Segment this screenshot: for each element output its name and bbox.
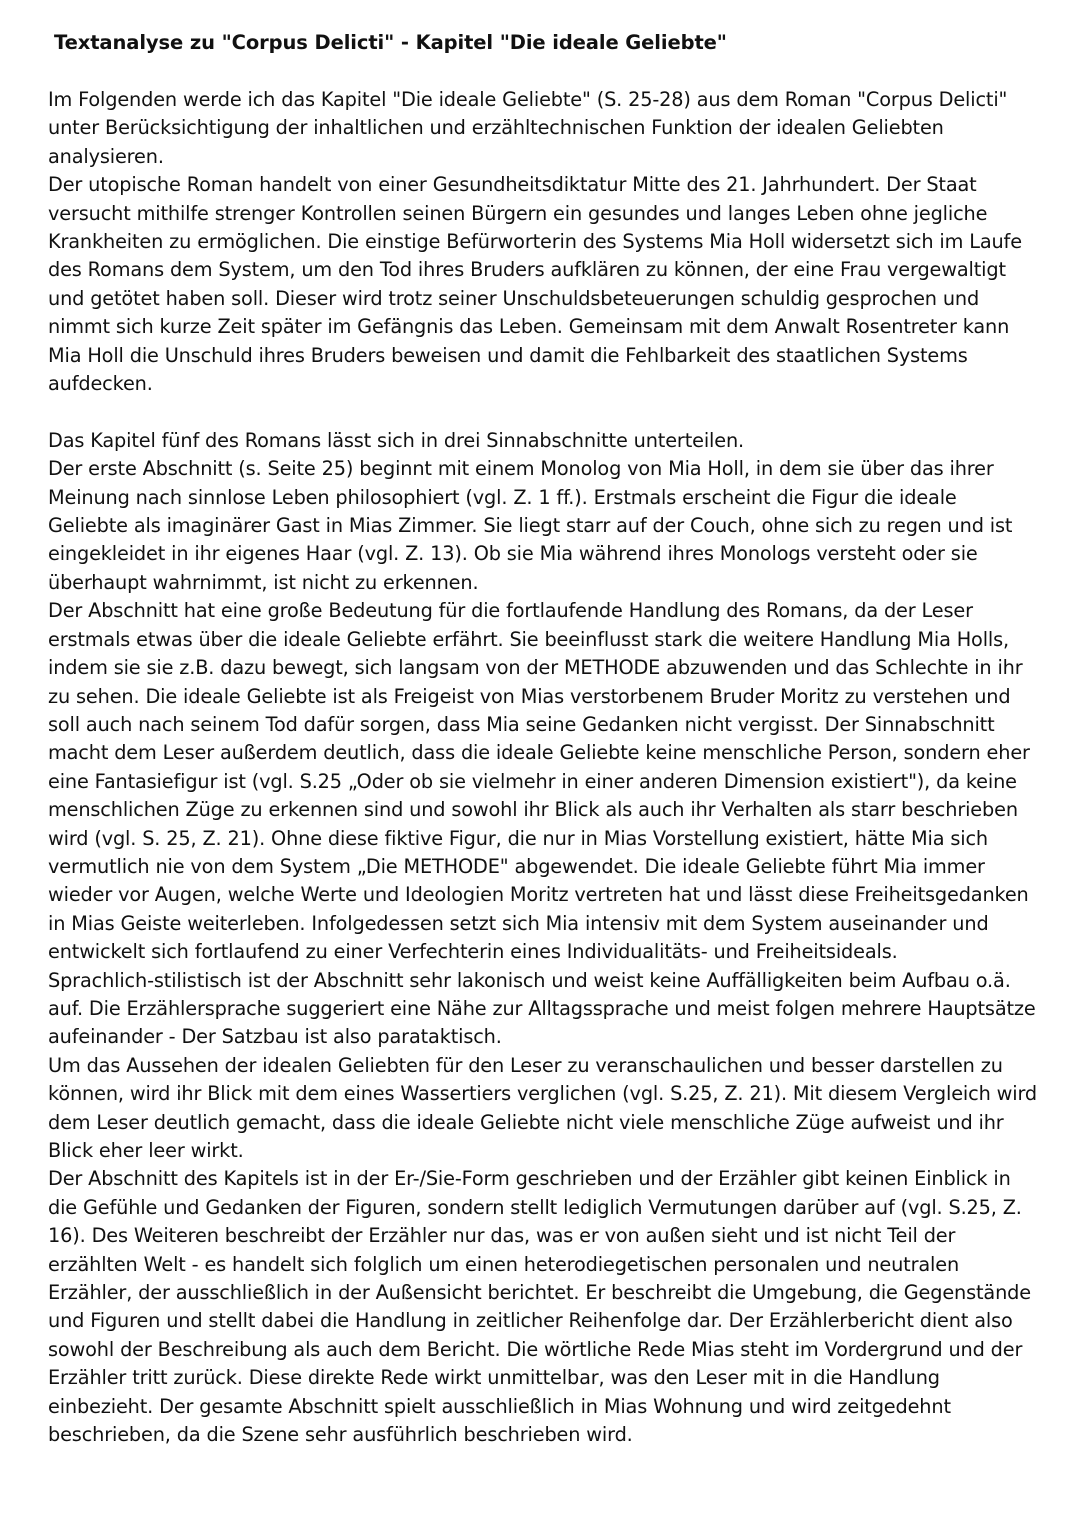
paragraph-spacer xyxy=(48,398,1042,426)
paragraph-narrator: Der Abschnitt des Kapitels ist in der Er-/Sie-Form geschrieben und der Erzähler gibt keinen Einblick in die Gefühle und Gedanken der Figuren, sondern stellt lediglich Vermutungen darüber auf (vgl. S.25, Z. 16). Des Weiteren beschreibt der Erzähler nur das, was er von außen sieht und ist nicht Teil der erzählten Welt - es handelt sich folglich um einen heterodiegetischen personalen und neutralen Erzähler, der ausschließlich in der Außensicht berichtet. Er beschreibt die Umgebung, die Gegenstände und Figuren und stellt dabei die Handlung in zeitlicher Reihenfolge dar. Der Erzählerbericht dient also sowohl der Beschreibung als auch dem Bericht. Die wörtliche Rede Mias steht im Vordergrund und der Erzähler tritt zurück. Diese direkte Rede wirkt unmittelbar, was den Leser mit in die Handlung einbezieht. Der gesamte Abschnitt spielt ausschließlich in Mias Wohnung und wird zeitgedehnt beschrieben, da die Szene sehr ausführlich beschrieben wird. xyxy=(48,1167,1031,1447)
document-body xyxy=(48,86,1042,1449)
paragraph-novel-summary: Der utopische Roman handelt von einer Gesundheitsdiktatur Mitte des 21. Jahrhundert. Der Staat versucht mithilfe strenger Kontrollen seinen Bürgern ein gesundes und langes Leben ohne jegliche Krankheiten zu ermöglichen. Die einstige Befürworterin des Systems Mia Holl widersetzt sich im Laufe des Romans dem System, um den Tod ihres Bruders aufklären zu können, der eine Frau vergewaltigt und getötet haben soll. Dieser wird trotz seiner Unschuldsbeteuerungen schuldig gesprochen und nimmt sich kurze Zeit später im Gefängnis das Leben. Gemeinsam mit dem Anwalt Rosentreter kann Mia Holl die Unschuld ihres Bruders beweisen und damit die Fehlbarkeit des staatlichen Systems aufdecken. xyxy=(48,173,1022,396)
paragraph-first-section: Der erste Abschnitt (s. Seite 25) beginnt mit einem Monolog von Mia Holl, in dem sie über das ihrer Meinung nach sinnlose Leben philosophiert (vgl. Z. 1 ff.). Erstmals erscheint die Figur die ideale Geliebte als imaginärer Gast in Mias Zimmer. Sie liegt starr auf der Couch, ohne sich zu regen und ist eingekleidet in ihr eigenes Haar (vgl. Z. 13). Ob sie Mia während ihres Monologs versteht oder sie überhaupt wahrnimmt, ist nicht zu erkennen. xyxy=(48,457,1013,594)
paragraph-chapter-structure: Das Kapitel fünf des Romans lässt sich in drei Sinnabschnitte unterteilen. xyxy=(48,428,744,452)
paragraph-comparison: Um das Aussehen der idealen Geliebten für den Leser zu veranschaulichen und besser darstellen zu können, wird ihr Blick mit dem eines Wassertiers verglichen (vgl. S.25, Z. 21). Mit diesem Vergleich wird dem Leser deutlich gemacht, dass die ideale Geliebte nicht viele menschliche Züge aufweist und ihr Blick eher leer wirkt. xyxy=(48,1053,1037,1163)
paragraph-language-style: Sprachlich-stilistisch ist der Abschnitt sehr lakonisch und weist keine Auffälligkeiten beim Aufbau o.ä. auf. Die Erzählersprache suggeriert eine Nähe zur Alltagssprache und meist folgen mehrere Hauptsätze aufeinander - Der Satzbau ist also parataktisch. xyxy=(48,968,1036,1049)
paragraph-significance: Der Abschnitt hat eine große Bedeutung für die fortlaufende Handlung des Romans, da der Leser erstmals etwas über die ideale Geliebte erfährt. Sie beeinflusst stark die weitere Handlung Mia Holls, indem sie sie z.B. dazu bewegt, sich langsam von der METHODE abzuwenden und das Schlechte in ihr zu sehen. Die ideale Geliebte ist als Freigeist von Mias verstorbenem Bruder Moritz zu verstehen und soll auch nach seinem Tod dafür sorgen, dass Mia seine Gedanken nicht vergisst. Der Sinnabschnitt macht dem Leser außerdem deutlich, dass die ideale Geliebte keine menschliche Person, sondern eher eine Fantasiefigur ist (vgl. S.25 „Oder ob sie vielmehr in einer anderen Dimension existiert"), da keine menschlichen Züge zu erkennen sind und sowohl ihr Blick als auch ihr Verhalten als starr beschrieben wird (vgl. S. 25, Z. 21). Ohne diese fiktive Figur, die nur in Mias Vorstellung existiert, hätte Mia sich vermutlich nie von dem System „Die METHODE" abgewendet. Die ideale Geliebte führt Mia immer wieder vor Augen, welche Werte und Ideologien Moritz vertreten hat und lässt diese Freiheitsgedanken in Mias Geiste weiterleben. Infolgedessen setzt sich Mia intensiv mit dem System auseinander und entwickelt sich fortlaufend zu einer Verfechterin eines Individualitäts- und Freiheitsideals. xyxy=(48,599,1030,964)
paragraph-introduction: Im Folgenden werde ich das Kapitel "Die ideale Geliebte" (S. 25-28) aus dem Roman "Corpus Delicti" unter Berücksichtigung der inhaltlichen und erzähltechnischen Funktion der idealen Geliebten analysieren. xyxy=(48,88,1008,168)
document-title: Textanalyse zu "Corpus Delicti" - Kapitel "Die ideale Geliebte" xyxy=(54,31,727,54)
